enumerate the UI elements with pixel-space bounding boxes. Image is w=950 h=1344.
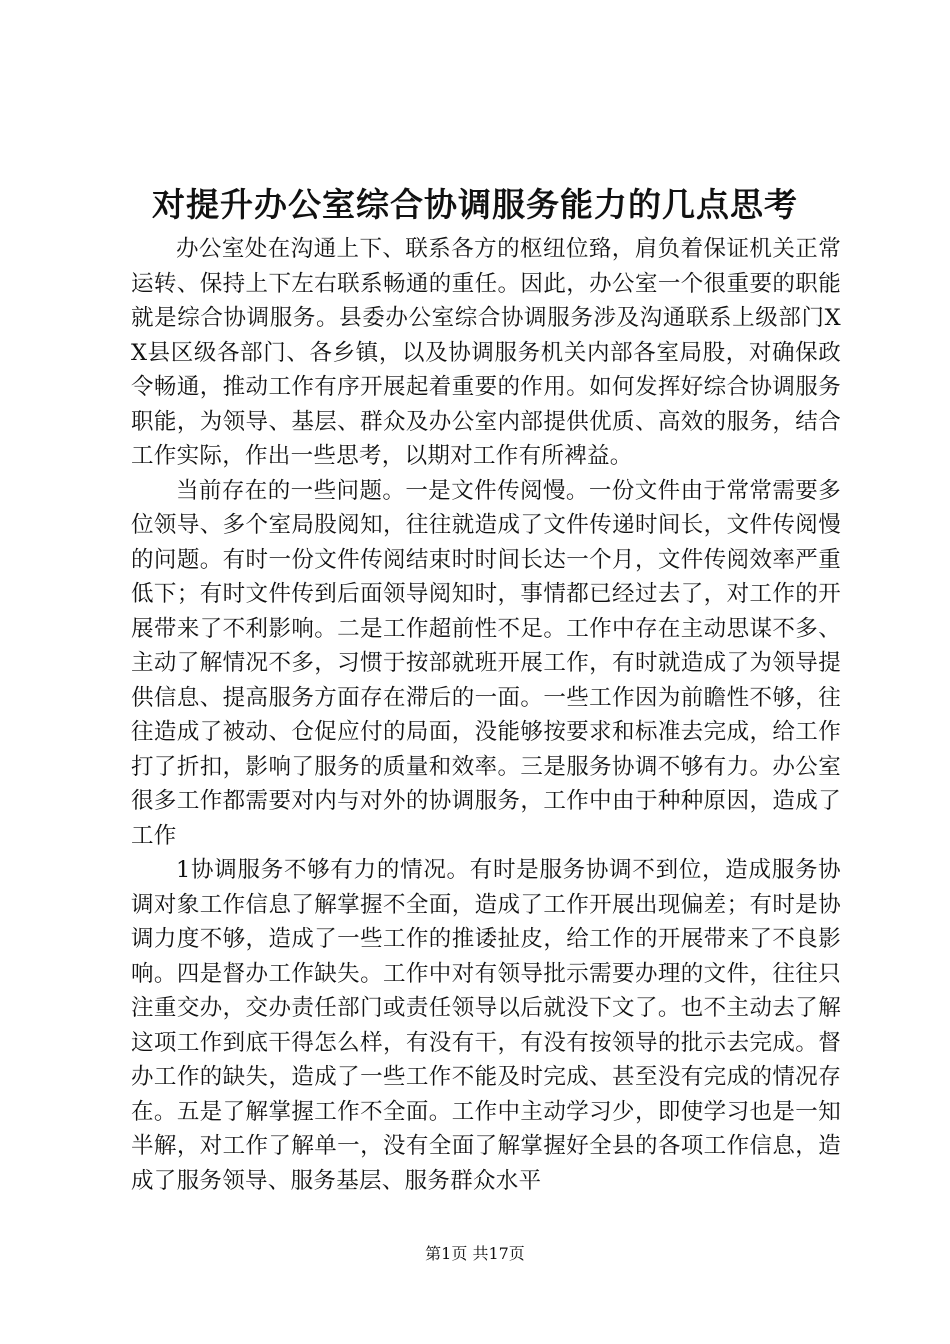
paragraph-intro: 办公室处在沟通上下、联系各方的枢纽位臵，肩负着保证机关正常运转、保持上下左右联系畅通的重任。因此，办公室一个很重要的职能就是综合协调服务。县委办公室综合协调服务涉及沟通联系上级部门XX县区级各部门、各乡镇，以及协调服务机关内部各室局股，对确保政令畅通，推动工作有序开展起着重要的作用。如何发挥好综合协调服务职能，为领导、基层、群众及办公室内部提供优质、高效的服务，结合工作实际，作出一些思考，以期对工作有所裨益。 xyxy=(131,236,841,469)
document-title: 对提升办公室综合协调服务能力的几点思考 xyxy=(152,185,798,224)
paragraph-problems: 当前存在的一些问题。一是文件传阅慢。一份文件由于常常需要多位领导、多个室局股阅知，往往就造成了文件传递时间长，文件传阅慢的问题。有时一份文件传阅结束时时间长达一个月，文件传阅效率严重低下；有时文件传到后面领导阅知时，事情都已经过去了，对工作的开展带来了不利影响。二是工作超前性不足。工作中存在主动思谋不多、主动了解情况不多，习惯于按部就班开展工作，有时就造成了为领导提供信息、提高服务方面存在滞后的一面。一些工作因为前瞻性不够，往往造成了被动、仓促应付的局面，没能够按要求和标准去完成，给工作打了折扣，影响了服务的质量和效率。三是服务协调不够有力。办公室很多工作都需要对内与对外的协调服务，工作中由于种种原因，造成了工作 xyxy=(131,477,841,849)
document-body xyxy=(131,232,841,1198)
paragraph-continuation: 1协调服务不够有力的情况。有时是服务协调不到位，造成服务协调对象工作信息了解掌握不全面，造成了工作开展出现偏差；有时是协调力度不够，造成了一些工作的推诿扯皮，给工作的开展带来了不良影响。四是督办工作缺失。工作中对有领导批示需要办理的文件，往往只注重交办，交办责任部门或责任领导以后就没下文了。也不主动去了解这项工作到底干得怎么样，有没有干，有没有按领导的批示去完成。督办工作的缺失，造成了一些工作不能及时完成、甚至没有完成的情况存在。五是了解掌握工作不全面。工作中主动学习少，即使学习也是一知半解，对工作了解单一，没有全面了解掌握好全县的各项工作信息，造成了服务领导、服务基层、服务群众水平 xyxy=(131,857,841,1194)
page-number-footer: 第1页 共17页 xyxy=(425,1244,525,1263)
